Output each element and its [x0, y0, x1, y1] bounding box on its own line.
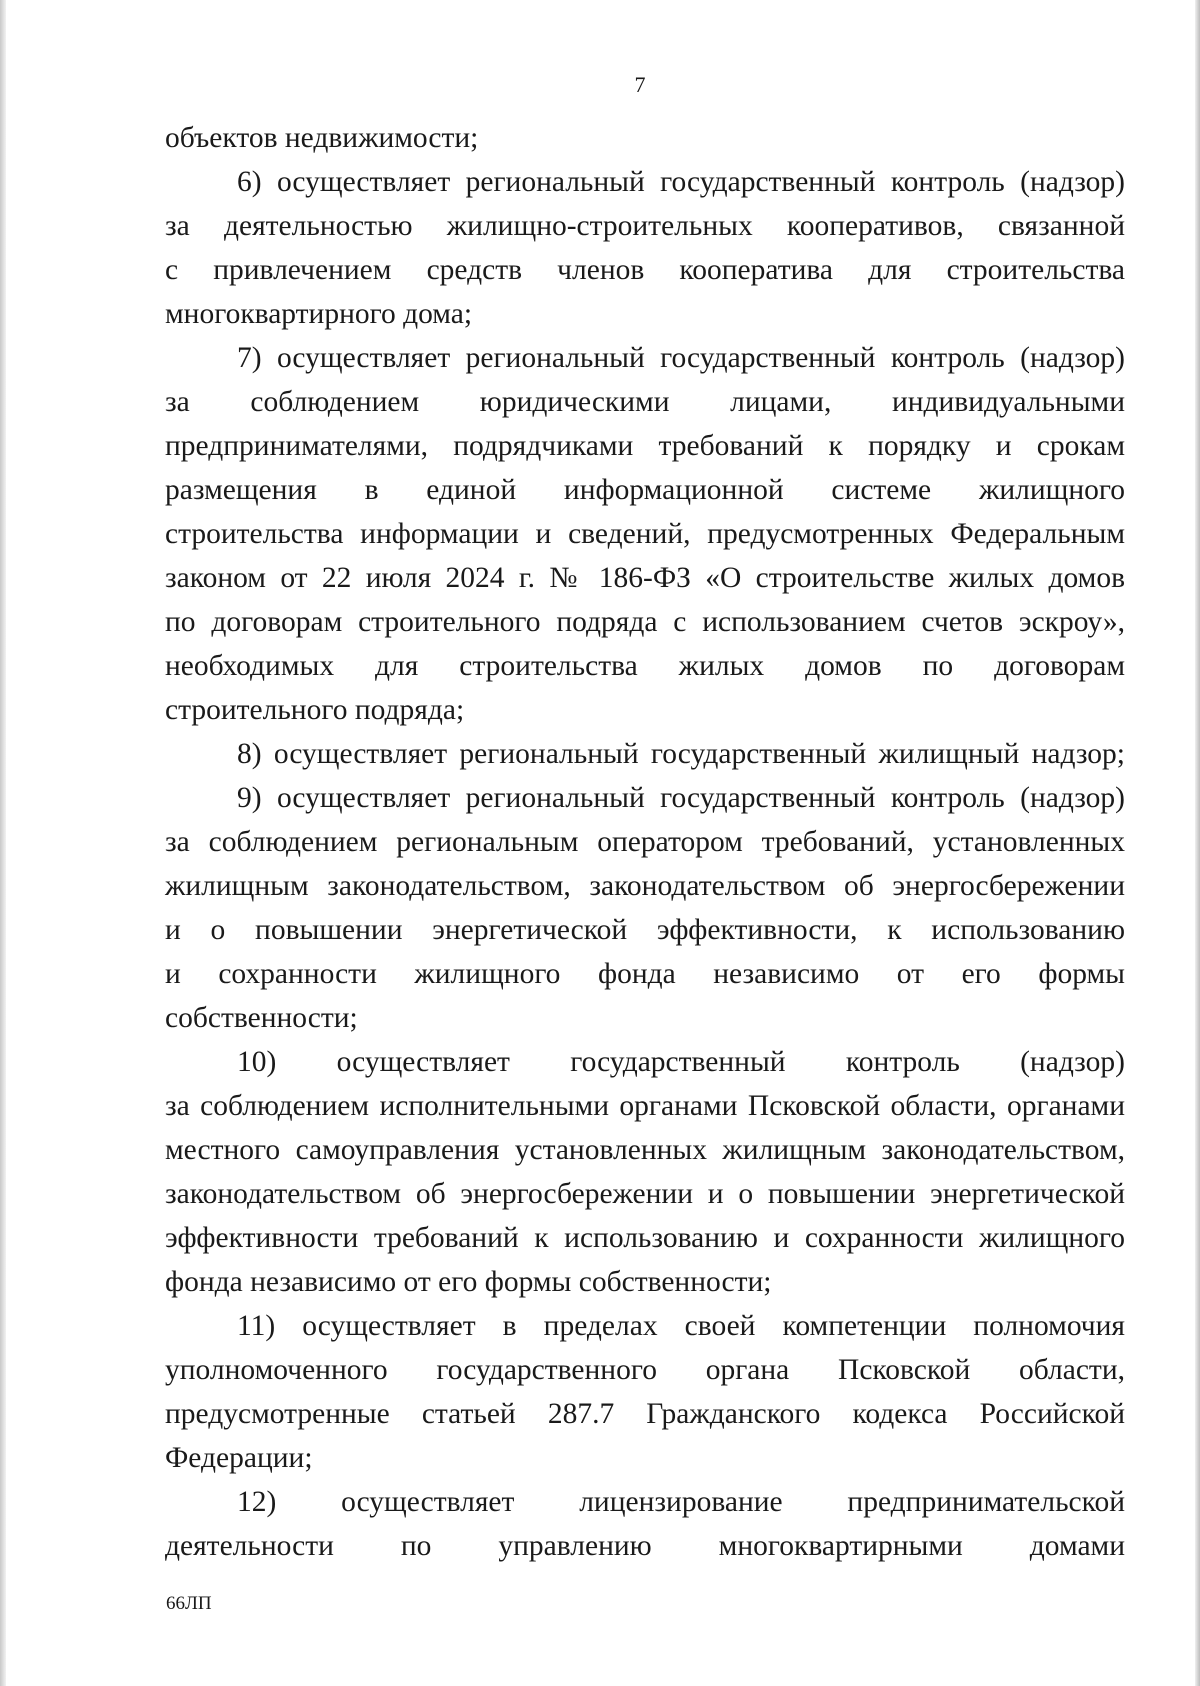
text-line: и о повышении энергетической эффективности, к использованию — [165, 914, 1125, 946]
text-line: 6) осуществляет региональный государственный контроль (надзор) — [237, 166, 1125, 198]
text-line: предусмотренные статьей 287.7 Гражданского кодекса Российской — [165, 1398, 1125, 1430]
text-line: Федерации; — [165, 1442, 313, 1474]
text-line: с привлечением средств членов кооператива для строительства — [165, 254, 1125, 286]
text-line: за соблюдением исполнительными органами Псковской области, органами — [165, 1090, 1125, 1122]
text-line: фонда независимо от его формы собственности; — [165, 1266, 772, 1298]
page-number: 7 — [634, 72, 646, 97]
text-line: жилищным законодательством, законодательством об энергосбережении — [165, 870, 1125, 902]
text-line: 10) осуществляет государственный контроль (надзор) — [237, 1046, 1125, 1078]
text-line: и сохранности жилищного фонда независимо от его формы — [165, 958, 1125, 990]
text-line: за соблюдением юридическими лицами, индивидуальными — [165, 386, 1125, 418]
text-line: эффективности требований к использованию и сохранности жилищного — [165, 1222, 1125, 1254]
text-line: предпринимателями, подрядчиками требований к порядку и срокам — [165, 430, 1125, 462]
text-line: собственности; — [165, 1002, 358, 1034]
text-line: законодательством об энергосбережении и о повышении энергетической — [165, 1178, 1125, 1210]
text-line: объектов недвижимости; — [165, 122, 479, 154]
text-line: уполномоченного государственного органа Псковской области, — [165, 1354, 1125, 1386]
text-line: размещения в единой информационной системе жилищного — [165, 474, 1125, 506]
text-line: 8) осуществляет региональный государственный жилищный надзор; — [237, 738, 1125, 770]
text-line: законом от 22 июля 2024 г. № 186-ФЗ «О строительстве жилых домов — [165, 562, 1125, 594]
scan-edge-left — [0, 0, 6, 1686]
text-line: за деятельностью жилищно-строительных кооперативов, связанной — [165, 210, 1125, 242]
footer-code: 66ЛП — [166, 1593, 212, 1614]
text-line: 9) осуществляет региональный государственный контроль (надзор) — [237, 782, 1125, 814]
text-line: по договорам строительного подряда с использованием счетов эскроу», — [165, 606, 1125, 638]
text-line: строительства информации и сведений, предусмотренных Федеральным — [165, 518, 1125, 550]
text-line: 12) осуществляет лицензирование предпринимательской — [237, 1486, 1125, 1518]
text-line: многоквартирного дома; — [165, 298, 473, 330]
text-line: строительного подряда; — [165, 694, 465, 726]
scan-edge-right — [1195, 0, 1200, 1686]
text-line: за соблюдением региональным оператором требований, установленных — [165, 826, 1125, 858]
text-line: необходимых для строительства жилых домов по договорам — [165, 650, 1125, 682]
body-text — [165, 116, 1125, 1568]
text-line: 11) осуществляет в пределах своей компетенции полномочия — [237, 1310, 1125, 1342]
text-line: 7) осуществляет региональный государственный контроль (надзор) — [237, 342, 1125, 374]
text-line: деятельности по управлению многоквартирными домами — [165, 1530, 1125, 1562]
text-line: местного самоуправления установленных жилищным законодательством, — [165, 1134, 1125, 1166]
